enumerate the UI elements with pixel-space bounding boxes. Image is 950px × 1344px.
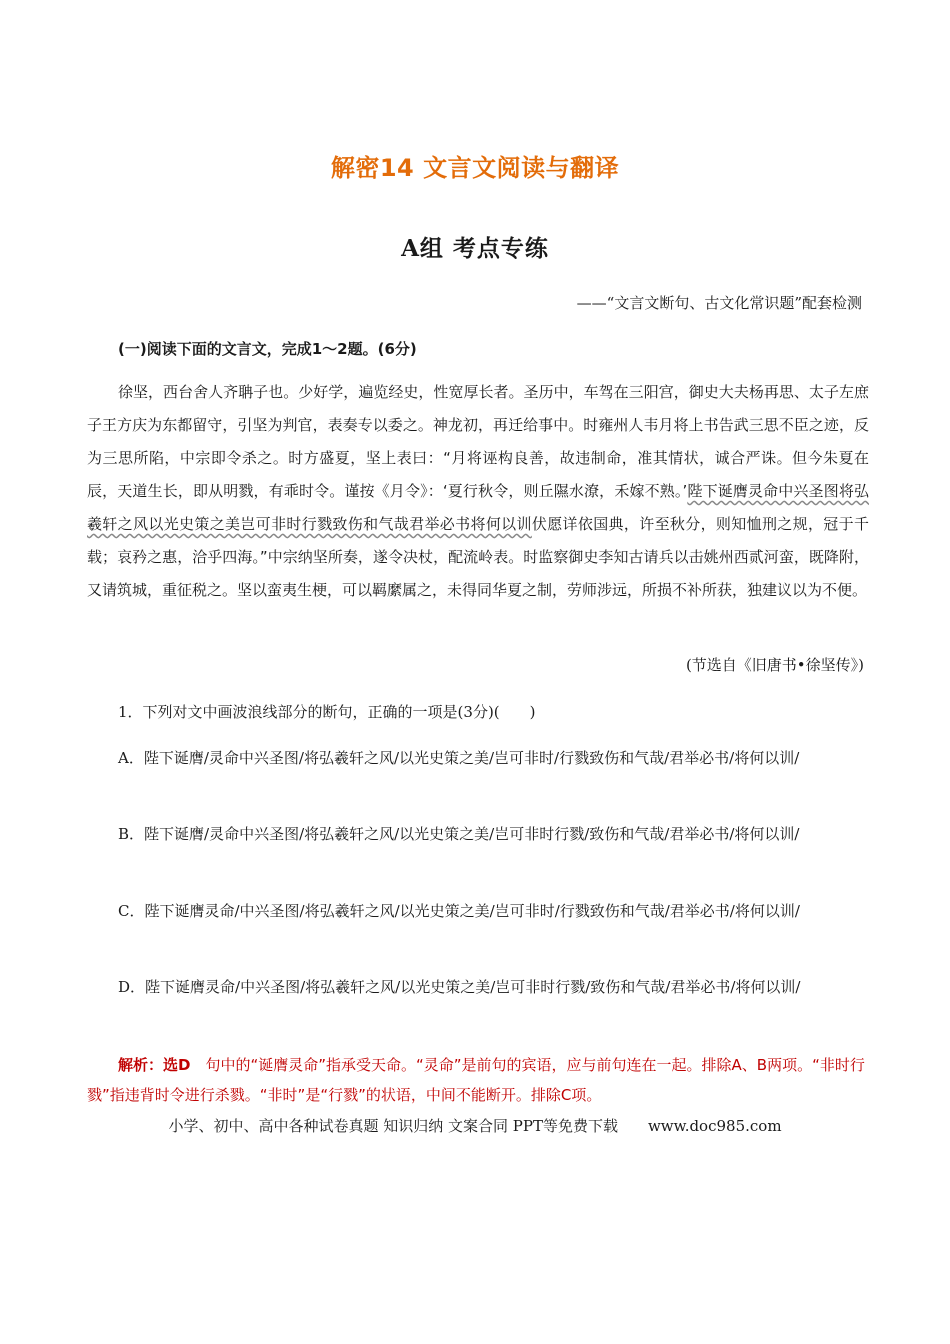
- passage-text-before: 徐坚，西台舍人齐聃子也。少好学，遍览经史，性宽厚长者。圣历中，车驾在三阳宫，御史大夫杨再思、太子左庶子王方庆为东都留守，引坚为判官，表奏专以委之。神龙初，再迁给事中。时雍州人韦月将上书告武三思不臣之迹，反为三思所陷，中宗即令杀之。时方盛夏，坚上表曰：“月将诬构良善，故违制命，准其情状，诚合严诛。但今朱夏在辰，天道生长，即从明戮，有乖时令。谨按《月令》：‘夏行秋令，则丘隰水潦，禾嫁不熟。’: [87, 383, 869, 500]
- classical-passage: [87, 376, 869, 607]
- group-title: A组 考点专练: [401, 235, 549, 262]
- answer-body: 句中的“诞膺灵命”指承受天命。“灵命”是前句的宾语，应与前句连在一起。排除A、B两项。“非时行戮”指违背时令进行杀戮。“非时”是“行戮”的状语，中间不能断开。排除C项。: [87, 1056, 865, 1104]
- footer-text: 小学、初中、高中各种试卷真题 知识归纳 文案合同 PPT等免费下载 www.doc985.com: [168, 1117, 782, 1135]
- answer-explanation: [87, 1050, 865, 1110]
- section-heading: (一)阅读下面的文言文，完成1～2题。(6分): [118, 340, 417, 358]
- option-b: B．陛下诞膺/灵命中兴圣图/将弘羲轩之风/以光史策之美/岂可非时行戮/致伤和气哉/君举必书/将何以训/: [118, 825, 800, 843]
- subtitle: ——“文言文断句、古文化常识题”配套检测: [576, 294, 862, 312]
- option-a: A．陛下诞膺/灵命中兴圣图/将弘羲轩之风/以光史策之美/岂可非时/行戮致伤和气哉/君举必书/将何以训/: [118, 749, 800, 767]
- source-citation: (节选自《旧唐书•徐坚传》): [685, 656, 864, 674]
- answer-lead: 解析：选D: [118, 1056, 191, 1074]
- passage-wavy-underlined: 陛下诞膺灵命中兴圣图将弘羲轩之风以光史策之美岂可非时行戮致伤和气哉君举必书将何以训: [87, 482, 869, 533]
- question-stem: 1．下列对文中画波浪线部分的断句，正确的一项是(3分)( ): [118, 703, 536, 721]
- passage-text-after: 伏愿详依国典，许至秋分，则知恤刑之规，冠于千载；哀矜之惠，洽乎四海。”中宗纳坚所奏，遂令决杖，配流岭表。时监察御史李知古请兵以击姚州西贰河蛮，既降附，又请筑城，重征税之。坚以蛮夷生梗，可以羁縻属之，未得同华夏之制，劳师涉远，所损不补所获，独建议以为不便。: [87, 515, 869, 599]
- option-d: D．陛下诞膺灵命/中兴圣图/将弘羲轩之风/以光史策之美/岂可非时行戮/致伤和气哉/君举必书/将何以训/: [118, 978, 801, 996]
- page-title: 解密14 文言文阅读与翻译: [330, 154, 620, 182]
- option-c: C．陛下诞膺灵命/中兴圣图/将弘羲轩之风/以光史策之美/岂可非时/行戮致伤和气哉/君举必书/将何以训/: [118, 902, 800, 920]
